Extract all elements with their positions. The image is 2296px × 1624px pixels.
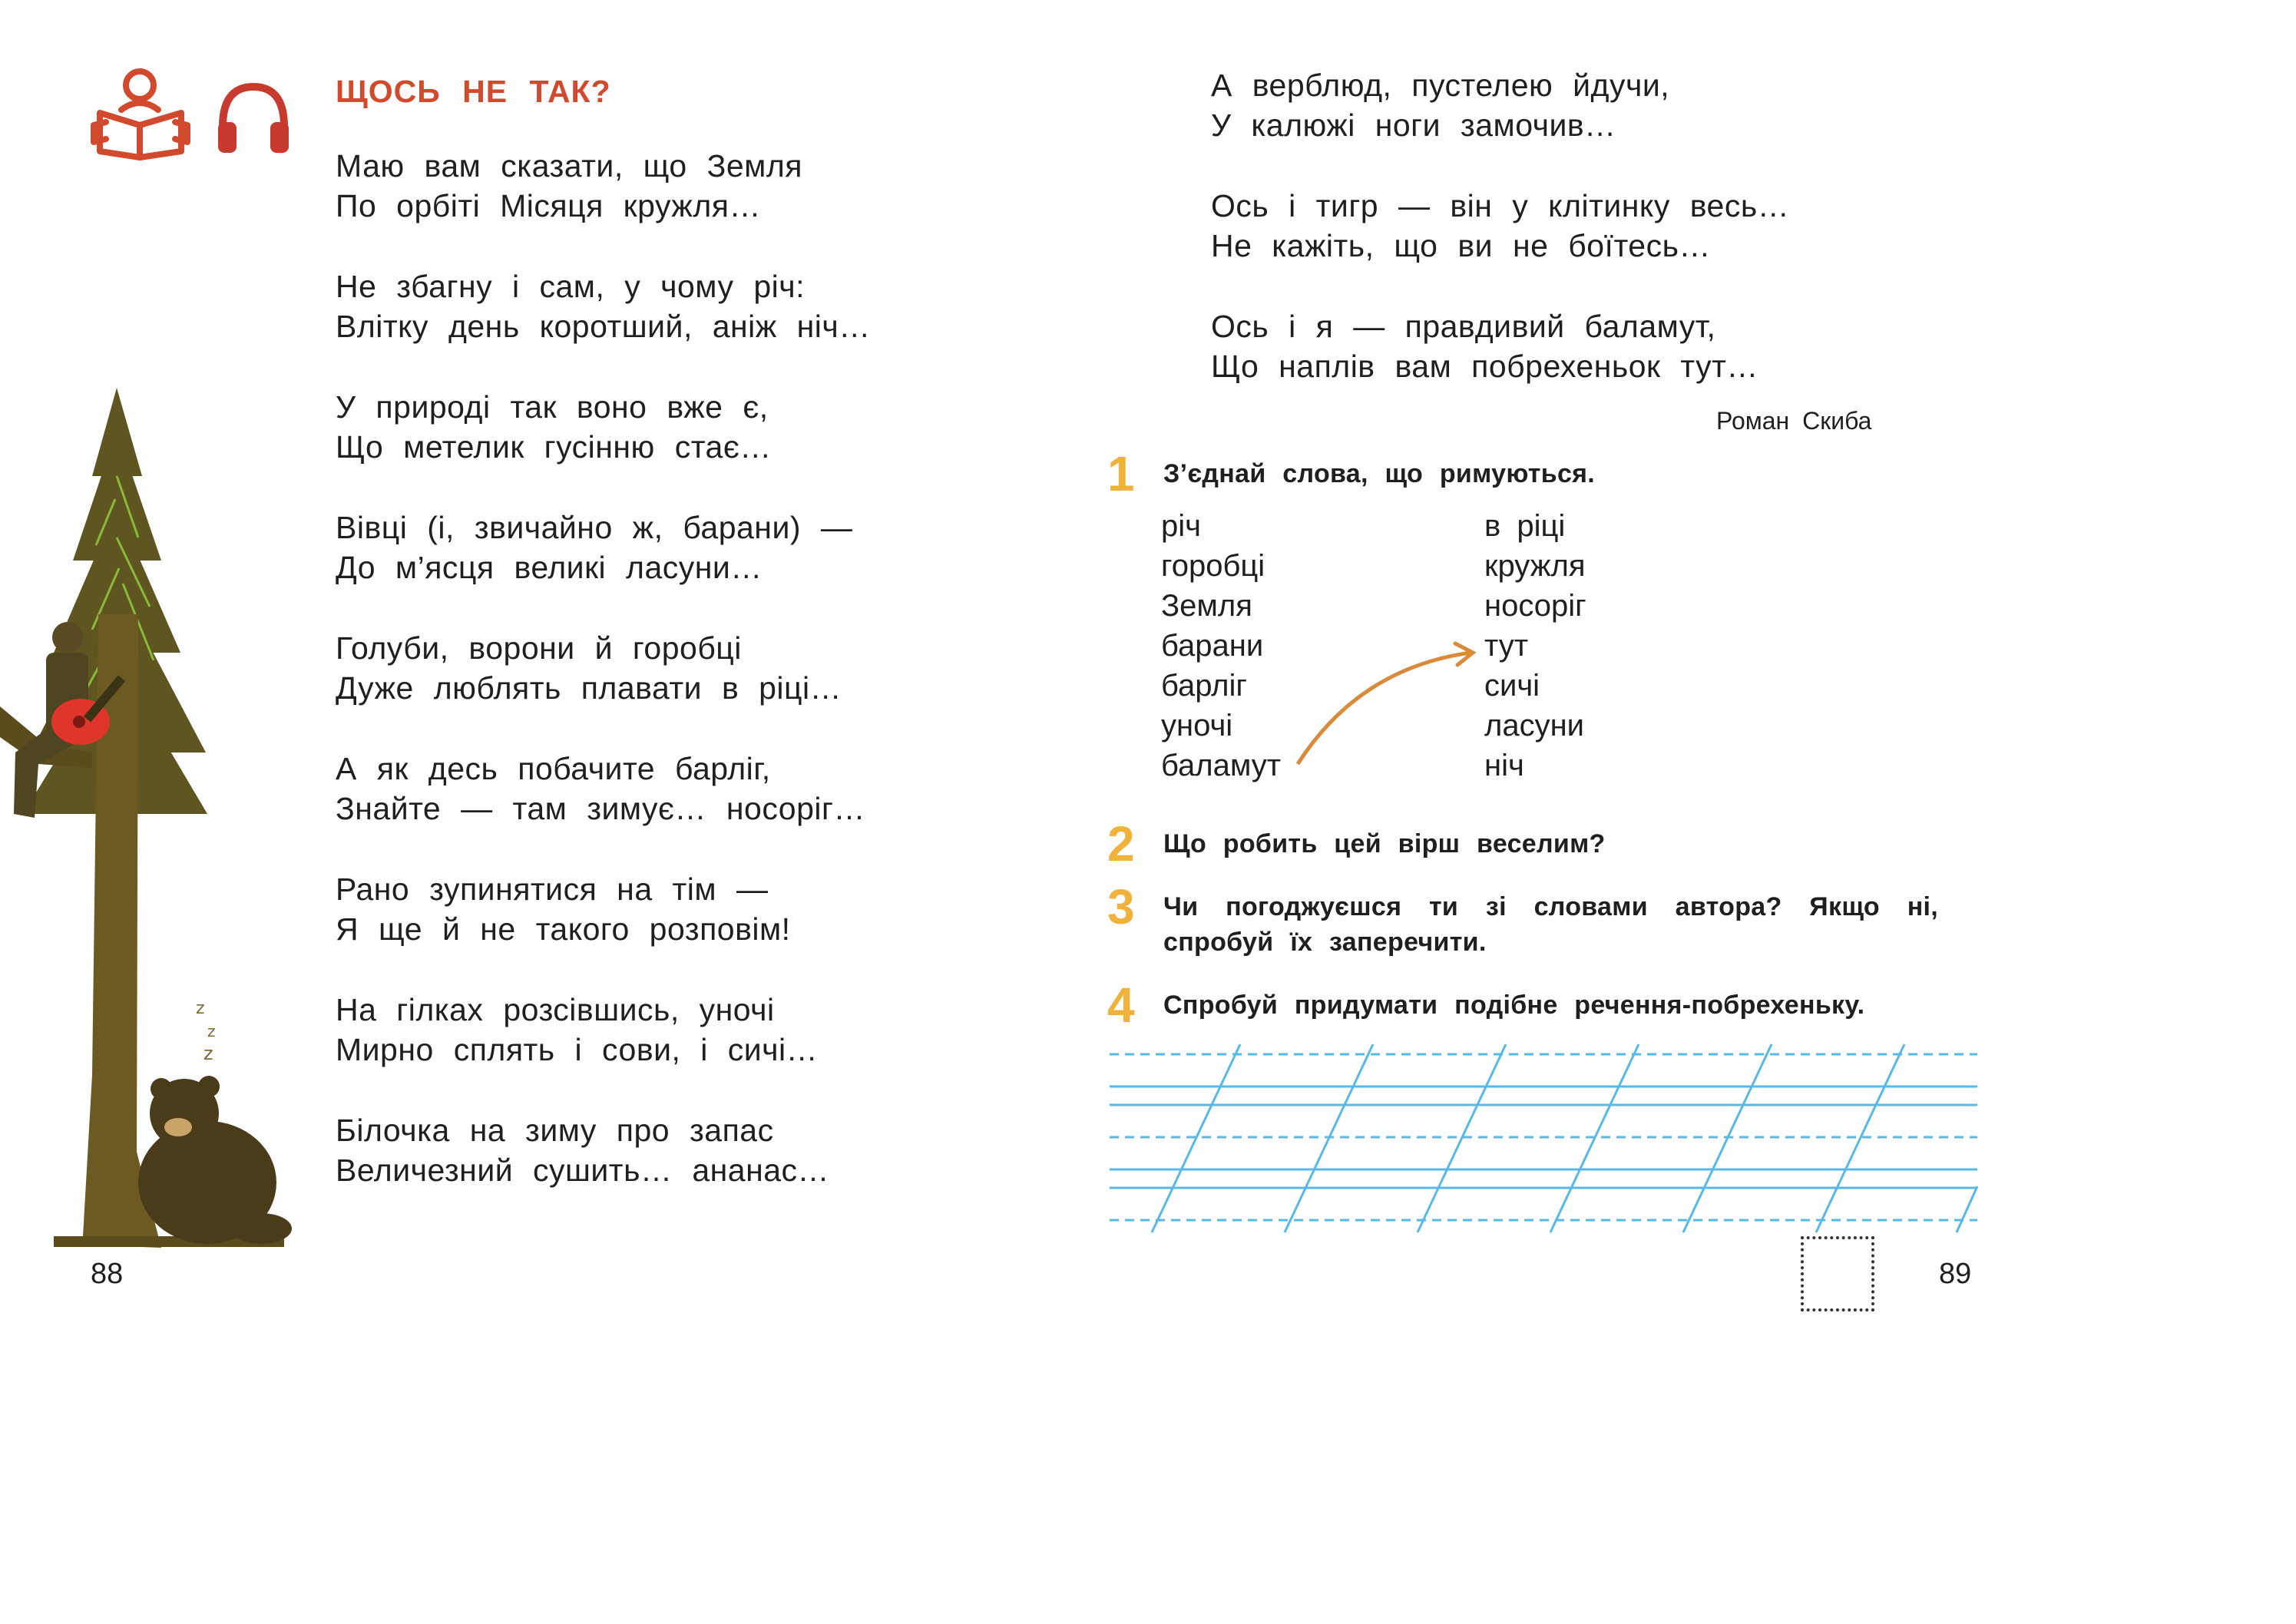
poem-line: Що метелик гусінню стає…: [336, 429, 772, 465]
task-3-text-line1: Чи погоджуєшся ти зі словами автора? Якщо ні,: [1163, 892, 1939, 921]
right-word[interactable]: в ріці: [1484, 509, 1566, 543]
self-assessment-box[interactable]: [1801, 1236, 1874, 1311]
left-word[interactable]: горобці: [1161, 549, 1265, 583]
poem-line: По орбіті Місяця кружля…: [336, 188, 761, 223]
poem-line: Не збагну і сам, у чому річ:: [336, 269, 806, 304]
poem-line: Я ще й не такого розповім!: [336, 911, 791, 947]
poem-line: У калюжі ноги замочив…: [1211, 107, 1616, 143]
right-word[interactable]: тут: [1484, 629, 1529, 663]
poem-line: Ось і я — правдивий баламут,: [1211, 309, 1716, 344]
task-2-text: Що робить цей вірш веселим?: [1163, 829, 1606, 858]
left-word[interactable]: барліг: [1161, 669, 1247, 703]
task-2-number: 2: [1107, 816, 1135, 872]
poem-line: Дуже люблять плавати в ріці…: [336, 670, 842, 706]
task-3-text-line2: спробуй їх заперечити.: [1163, 928, 1487, 957]
page-number-left: 88: [91, 1258, 124, 1290]
poem-line: Вівці (і, звичайно ж, барани) —: [336, 510, 853, 545]
task-4-text: Спробуй придумати подібне речення-побрехеньку.: [1163, 991, 1865, 1020]
poem-line: До м’ясця великі ласуни…: [336, 550, 763, 585]
example-link-arrow: [1290, 637, 1482, 776]
reading-child-icon: [91, 65, 190, 161]
page-number-right: 89: [1939, 1258, 1972, 1290]
svg-text:z: z: [196, 999, 205, 1018]
poem-title: ЩОСЬ НЕ ТАК?: [336, 74, 611, 109]
task-1-text: З’єднай слова, що римуються.: [1163, 459, 1596, 488]
poem-line: Не кажіть, що ви не боїтесь…: [1211, 228, 1711, 263]
left-word[interactable]: баламут: [1161, 749, 1282, 782]
left-word[interactable]: уночі: [1161, 709, 1233, 743]
right-word[interactable]: кружля: [1484, 549, 1586, 583]
poem-line: Мирно сплять і сови, і сичі…: [336, 1032, 819, 1067]
poem-line: А верблюд, пустелею йдучи,: [1211, 68, 1670, 103]
left-word[interactable]: річ: [1161, 509, 1201, 543]
poem-line: Рано зупинятися на тім —: [336, 872, 769, 907]
poem-author: Роман Скиба: [1716, 407, 1872, 435]
task-1-number: 1: [1107, 446, 1135, 501]
task-3-number: 3: [1107, 879, 1135, 934]
left-word[interactable]: Земля: [1161, 589, 1252, 623]
tree-illustration: [0, 384, 292, 1252]
poem-line: На гілках розсівшись, уночі: [336, 992, 775, 1027]
poem-line: У природі так воно вже є,: [336, 389, 769, 425]
poem-line: Маю вам сказати, що Земля: [336, 148, 802, 184]
poem-line: А як десь побачите барліг,: [336, 751, 771, 786]
right-word[interactable]: ласуни: [1484, 709, 1585, 743]
poem-line: Білочка на зиму про запас: [336, 1113, 774, 1148]
left-word[interactable]: барани: [1161, 629, 1264, 663]
poem-line: Влітку день коротший, аніж ніч…: [336, 309, 871, 344]
poem-line: Голуби, ворони й горобці: [336, 630, 742, 666]
task-4-number: 4: [1107, 977, 1135, 1033]
poem-line: Величезний сушить… ананас…: [336, 1153, 830, 1188]
poem-line: Ось і тигр — він у клітинку весь…: [1211, 188, 1790, 223]
writing-lines[interactable]: [1110, 1040, 1981, 1240]
right-word[interactable]: сичі: [1484, 669, 1540, 703]
right-word[interactable]: носоріг: [1484, 589, 1586, 623]
poem-line: Знайте — там зимує… носоріг…: [336, 791, 865, 826]
svg-text:z: z: [203, 1043, 213, 1064]
right-word[interactable]: ніч: [1484, 749, 1524, 782]
poem-line: Що наплів вам побрехеньок тут…: [1211, 349, 1758, 384]
headphones-icon[interactable]: [215, 79, 292, 156]
svg-text:z: z: [207, 1022, 216, 1040]
